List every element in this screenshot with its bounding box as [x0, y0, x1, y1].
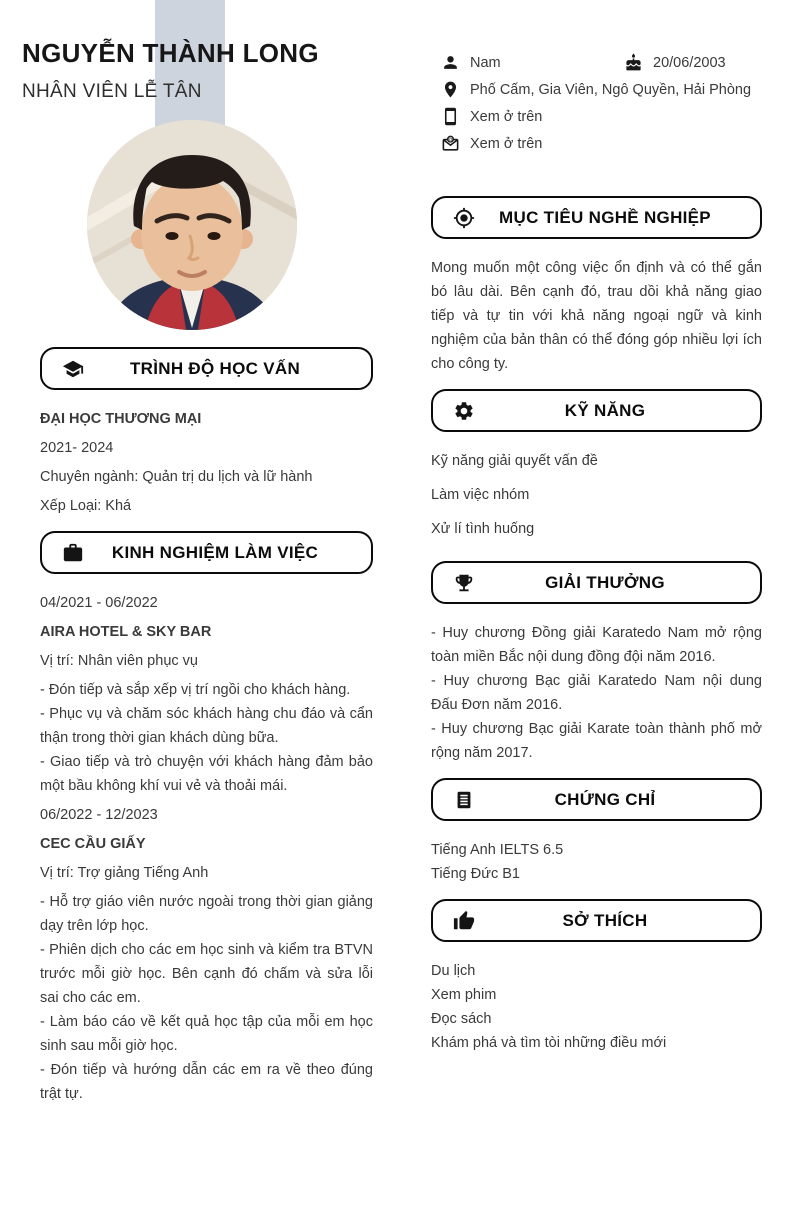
- phone-icon: [440, 107, 460, 127]
- info-row-gender-dob: [440, 49, 775, 76]
- section-objective: [431, 196, 762, 376]
- section-awards: [431, 561, 762, 765]
- thumbs-up-icon: [452, 909, 476, 933]
- job-duties: [40, 890, 373, 1106]
- duty-item: - Phục vụ và chăm sóc khách hàng chu đáo và cẩn thận trong thời gian khách dùng bữa.: [40, 706, 373, 746]
- personal-info: [440, 49, 775, 157]
- info-row-email: [440, 130, 775, 157]
- info-row-address: [440, 76, 775, 103]
- hobby-item: Du lịch: [431, 963, 476, 979]
- graduation-cap-icon: [61, 357, 85, 381]
- email-value: Xem ở trên: [470, 135, 543, 152]
- objective-header: [431, 196, 762, 239]
- duty-item: - Hỗ trợ giáo viên nước ngoài trong thời gian giảng dạy trên lớp học.: [40, 894, 373, 934]
- hobby-item: Khám phá và tìm tòi những điều mới: [431, 1035, 667, 1051]
- skills-header: [431, 389, 762, 432]
- section-hobbies: [431, 899, 762, 1055]
- trophy-icon: [452, 571, 476, 595]
- profile-photo: [87, 120, 297, 330]
- section-experience: [40, 531, 373, 1106]
- job-period: 06/2022 - 12/2023: [40, 807, 158, 823]
- certificate-item: Tiếng Anh IELTS 6.5: [431, 842, 564, 858]
- section-certificates: [431, 778, 762, 886]
- award-item: - Huy chương Đồng giải Karatedo Nam mở rộng toàn miền Bắc nội dung đồng đội năm 2016.: [431, 625, 762, 665]
- dob-cell: [623, 53, 726, 73]
- left-column: [40, 347, 373, 1119]
- certificates-title: CHỨNG CHỈ: [554, 789, 656, 809]
- award-item: - Huy chương Bạc giải Karate toàn thành phố mở rộng năm 2017.: [431, 721, 762, 761]
- job-period: 04/2021 - 06/2022: [40, 595, 158, 611]
- education-period: 2021- 2024: [40, 440, 114, 456]
- job-role: Vị trí: Nhân viên phục vụ: [40, 653, 198, 669]
- skills-title: KỸ NĂNG: [564, 400, 646, 420]
- job-company: AIRA HOTEL & SKY BAR: [40, 624, 212, 640]
- duty-item: - Đón tiếp và sắp xếp vị trí ngồi cho khách hàng.: [40, 682, 351, 698]
- briefcase-icon: [61, 541, 85, 565]
- hobby-item: Đọc sách: [431, 1011, 492, 1027]
- identity-block: [22, 38, 319, 103]
- skill-item: Xử lí tình huống: [431, 521, 535, 537]
- hobby-item: Xem phim: [431, 987, 497, 1003]
- location-pin-icon: [440, 80, 460, 100]
- job-entry: [40, 591, 373, 798]
- job-company: CEC CẦU GIẤY: [40, 836, 146, 852]
- dob-value: 20/06/2003: [653, 54, 726, 71]
- education-header: [40, 347, 373, 390]
- duty-item: - Đón tiếp và hướng dẫn các em ra về theo đúng trật tự.: [40, 1062, 373, 1102]
- email-icon: [440, 134, 460, 154]
- hobbies-header: [431, 899, 762, 942]
- education-school: ĐẠI HỌC THƯƠNG MẠI: [40, 411, 202, 427]
- experience-header: [40, 531, 373, 574]
- duty-item: - Giao tiếp và trò chuyện với khách hàng đảm bảo một bầu không khí vui vẻ và thoải mái.: [40, 754, 373, 794]
- birthday-cake-icon: [623, 53, 643, 73]
- target-icon: [452, 206, 476, 230]
- address-value: Phố Cấm, Gia Viên, Ngô Quyền, Hải Phòng: [470, 81, 752, 98]
- objective-text: Mong muốn một công việc ổn định và có thể gắn bó lâu dài. Bên cạnh đó, trau dồi khả năng giao tiếp và tự tin với khả năng ngoại ngữ và kinh nghiệm của bản thân có thể đóng góp nhiều lợi ích cho công ty.: [431, 260, 762, 372]
- certificate-item: Tiếng Đức B1: [431, 866, 520, 882]
- profile-name: NGUYỄN THÀNH LONG: [22, 38, 319, 68]
- objective-title: MỤC TIÊU NGHỀ NGHIỆP: [499, 207, 711, 227]
- education-grade: Xếp Loại: Khá: [40, 498, 132, 514]
- section-skills: [431, 389, 762, 541]
- education-title: TRÌNH ĐỘ HỌC VẤN: [129, 358, 301, 378]
- info-row-phone: [440, 103, 775, 130]
- gender-cell: [440, 53, 623, 73]
- certificates-header: [431, 778, 762, 821]
- skill-item: Làm việc nhóm: [431, 487, 530, 503]
- awards-title: GIẢI THƯỞNG: [545, 572, 665, 592]
- awards-header: [431, 561, 762, 604]
- profile-job-title: NHÂN VIÊN LỄ TÂN: [22, 81, 202, 102]
- phone-value: Xem ở trên: [470, 108, 543, 125]
- job-role: Vị trí: Trợ giảng Tiếng Anh: [40, 865, 209, 881]
- person-icon: [440, 53, 460, 73]
- section-education: [40, 347, 373, 518]
- duty-item: - Làm báo cáo về kết quả học tập của mỗi em học sinh sau mỗi giờ học.: [40, 1014, 373, 1054]
- award-item: - Huy chương Bạc giải Karatedo Nam nội dung Đấu Đơn năm 2016.: [431, 673, 762, 713]
- right-column: [431, 196, 762, 1068]
- duty-item: - Phiên dịch cho các em học sinh và kiểm tra BTVN trước mỗi giờ học. Bên cạnh đó chấm và sửa lỗi sai cho các em.: [40, 942, 373, 1006]
- hobbies-title: SỞ THÍCH: [562, 910, 648, 930]
- job-entry: [40, 803, 373, 1106]
- job-duties: [40, 678, 373, 798]
- gender-value: Nam: [470, 54, 501, 71]
- skill-item: Kỹ năng giải quyết vấn đề: [431, 453, 598, 469]
- gear-icon: [452, 399, 476, 423]
- experience-title: KINH NGHIỆM LÀM VIỆC: [111, 542, 319, 562]
- document-icon: [452, 788, 476, 812]
- education-major: Chuyên ngành: Quản trị du lịch và lữ hành: [40, 469, 313, 485]
- svg-text:@: @: [447, 136, 453, 143]
